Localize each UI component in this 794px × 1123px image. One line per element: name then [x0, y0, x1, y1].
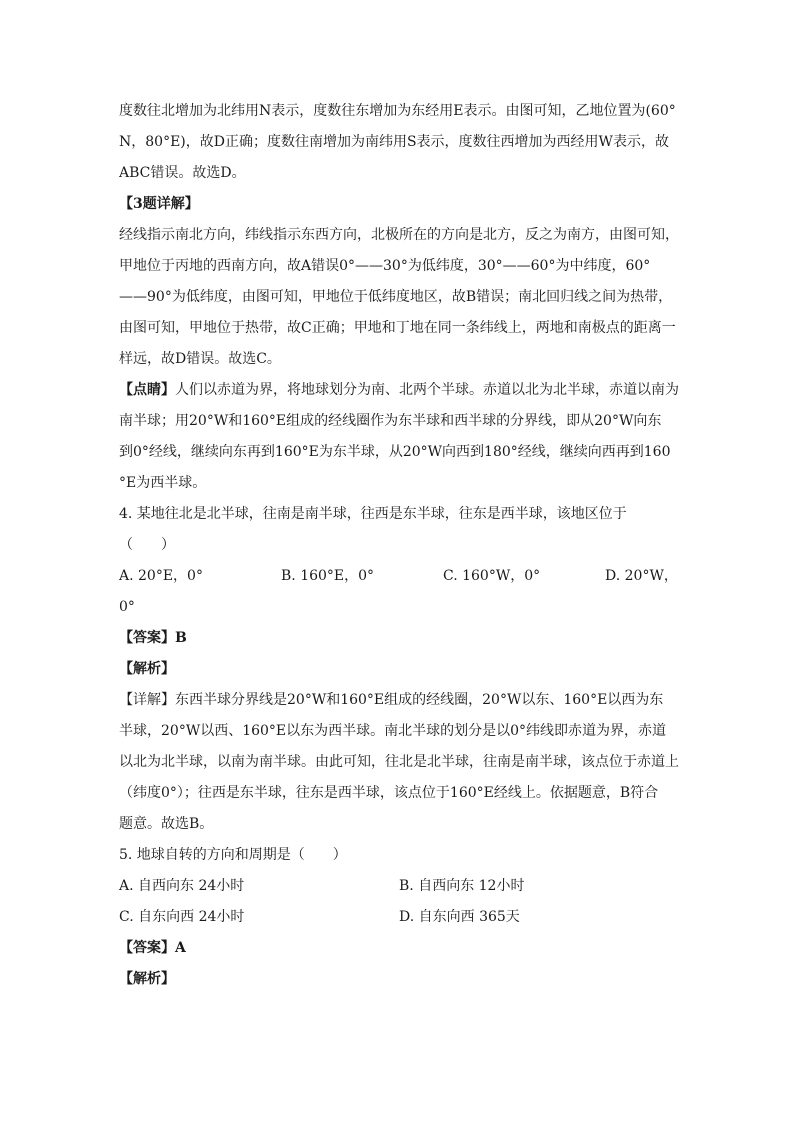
- text-line: 半球，20°W以西、160°E以东为西半球。南北半球的划分是以0°纬线即赤道为界，赤道: [119, 723, 667, 739]
- question-4-options: [119, 561, 679, 592]
- dianjing-text: 人们以赤道为界，将地球划分为南、北两个半球。赤道以北为北半球，赤道以南为: [175, 382, 679, 398]
- text-line: N，80°E)，故D正确；度数往南增加为南纬用S表示，度数往西增加为西经用W表示，故: [119, 134, 669, 150]
- text-line: 经线指示南北方向，纬线指示东西方向，北极所在的方向是北方，反之为南方，由图可知，: [119, 227, 679, 243]
- text-line: 题意。故选B。: [119, 816, 214, 832]
- q5-option-b: B. 自西向东 12小时: [399, 878, 525, 894]
- q5-option-a: A. 自西向东 24小时: [119, 878, 245, 894]
- q5-answer: 【答案】A: [119, 940, 186, 956]
- q5-analysis-heading: 【解析】: [119, 971, 175, 987]
- text-line: ——90°为低纬度，由图可知，甲地位于低纬度地区，故B错误；南北回归线之间为热带，: [119, 289, 673, 305]
- q4-option-c: C. 160°W，0°: [443, 568, 541, 584]
- document-page: [119, 96, 679, 995]
- q4-option-a: A. 20°E，0°: [119, 568, 203, 584]
- dianjing-first-line: [119, 375, 679, 406]
- text-line: 南半球；用20°W和160°E组成的经线圈作为东半球和西半球的分界线，即从20°W向东: [119, 413, 662, 429]
- question-5-stem: 5. 地球自转的方向和周期是（ ）: [119, 847, 347, 863]
- text-line: 甲地位于丙地的西南方向，故A错误0°——30°为低纬度，30°——60°为中纬度，60°: [119, 258, 651, 274]
- question-4-stem: 4. 某地往北是北半球，往南是南半球，往西是东半球，往东是西半球，该地区位于: [119, 506, 627, 522]
- q4-option-d-wrap: 0°: [119, 599, 135, 615]
- text-line: 以北为北半球，以南为南半球。由此可知，往北是北半球，往南是南半球，该点位于赤道上: [119, 754, 679, 770]
- text-line: 到0°经线，继续向东再到160°E为东半球，从20°W向西到180°经线，继续向西再到160: [119, 444, 671, 460]
- section-heading-q3: 【3题详解】: [119, 196, 199, 212]
- text-line: °E为西半球。: [119, 475, 207, 491]
- text-line: 【详解】东西半球分界线是20°W和160°E组成的经线圈，20°W以东、160°E以西为东: [119, 692, 664, 708]
- q4-option-d: D. 20°W，: [605, 568, 678, 584]
- q5-option-c: C. 自东向西 24小时: [119, 909, 245, 925]
- question-5-options-row-1: [119, 871, 679, 902]
- q4-option-b: B. 160°E，0°: [281, 568, 375, 584]
- q5-option-d: D. 自东向西 365天: [399, 909, 520, 925]
- question-5-options-row-2: [119, 902, 679, 933]
- text-line: （纬度0°）；往西是东半球，往东是西半球，该点位于160°E经线上。依据题意，B符合: [119, 785, 659, 801]
- text-line: 度数往北增加为北纬用N表示，度数往东增加为东经用E表示。由图可知，乙地位置为(60°: [119, 103, 676, 119]
- question-4-paren: （ ）: [119, 537, 175, 553]
- text-line: ABC错误。故选D。: [119, 165, 246, 181]
- text-line: 由图可知，甲地位于热带，故C正确；甲地和丁地在同一条纬线上，两地和南极点的距离一: [119, 320, 676, 336]
- q4-analysis-heading: 【解析】: [119, 661, 175, 677]
- dianjing-label: 【点睛】: [119, 382, 175, 398]
- text-line: 样远，故D错误。故选C。: [119, 351, 281, 367]
- q4-answer: 【答案】B: [119, 630, 187, 646]
